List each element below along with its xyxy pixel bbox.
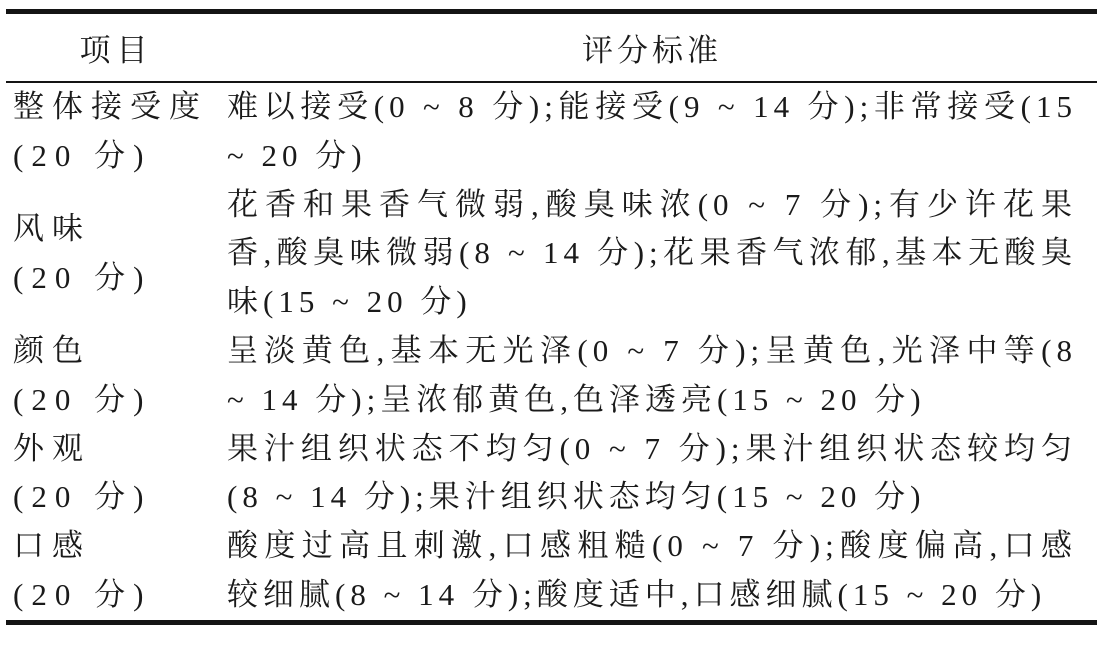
item-score: (20 分) [13, 259, 152, 295]
table-header-row [6, 14, 1097, 83]
criteria-cell: 花香和果香气微弱,酸臭味浓(0 ~ 7 分);有少许花果香,酸臭味微弱(8 ~ 14 分);花果香气浓郁,基本无酸臭味(15 ~ 20 分) [227, 186, 1077, 320]
table-row-overall-acceptance [6, 83, 1097, 181]
table-body [6, 83, 1097, 620]
item-name: 外观 [13, 430, 91, 466]
item-cell [6, 205, 227, 303]
header-cell-criteria: 评分标准 [582, 33, 722, 68]
item-cell [6, 83, 227, 181]
criteria-cell: 酸度过高且刺激,口感粗糙(0 ~ 7 分);酸度偏高,口感较细腻(8 ~ 14 分);酸度适中,口感细腻(15 ~ 20 分) [227, 528, 1077, 612]
scoring-criteria-table [6, 9, 1097, 625]
table-row-mouthfeel [6, 522, 1097, 620]
item-cell [6, 522, 227, 620]
header-cell-item: 项目 [79, 33, 154, 68]
item-name: 口感 [13, 528, 91, 564]
item-score: (20 分) [13, 137, 152, 173]
item-score: (20 分) [13, 381, 152, 417]
item-name: 风味 [13, 210, 91, 246]
item-name: 颜色 [13, 332, 91, 368]
table-row-color [6, 327, 1097, 425]
criteria-cell: 果汁组织状态不均匀(0 ~ 7 分);果汁组织状态较均匀(8 ~ 14 分);果汁组织状态均匀(15 ~ 20 分) [227, 430, 1077, 515]
item-cell [6, 327, 227, 425]
item-score: (20 分) [13, 479, 152, 515]
table-row-appearance [6, 425, 1097, 523]
criteria-cell: 呈淡黄色,基本无光泽(0 ~ 7 分);呈黄色,光泽中等(8 ~ 14 分);呈浓郁黄色,色泽透亮(15 ~ 20 分) [227, 332, 1077, 417]
table-row-flavor [6, 181, 1097, 327]
item-name: 整体接受度 [13, 89, 208, 124]
item-cell [6, 425, 227, 523]
criteria-cell: 难以接受(0 ~ 8 分);能接受(9 ~ 14 分);非常接受(15 ~ 20 分) [227, 89, 1077, 173]
item-score: (20 分) [13, 576, 152, 612]
